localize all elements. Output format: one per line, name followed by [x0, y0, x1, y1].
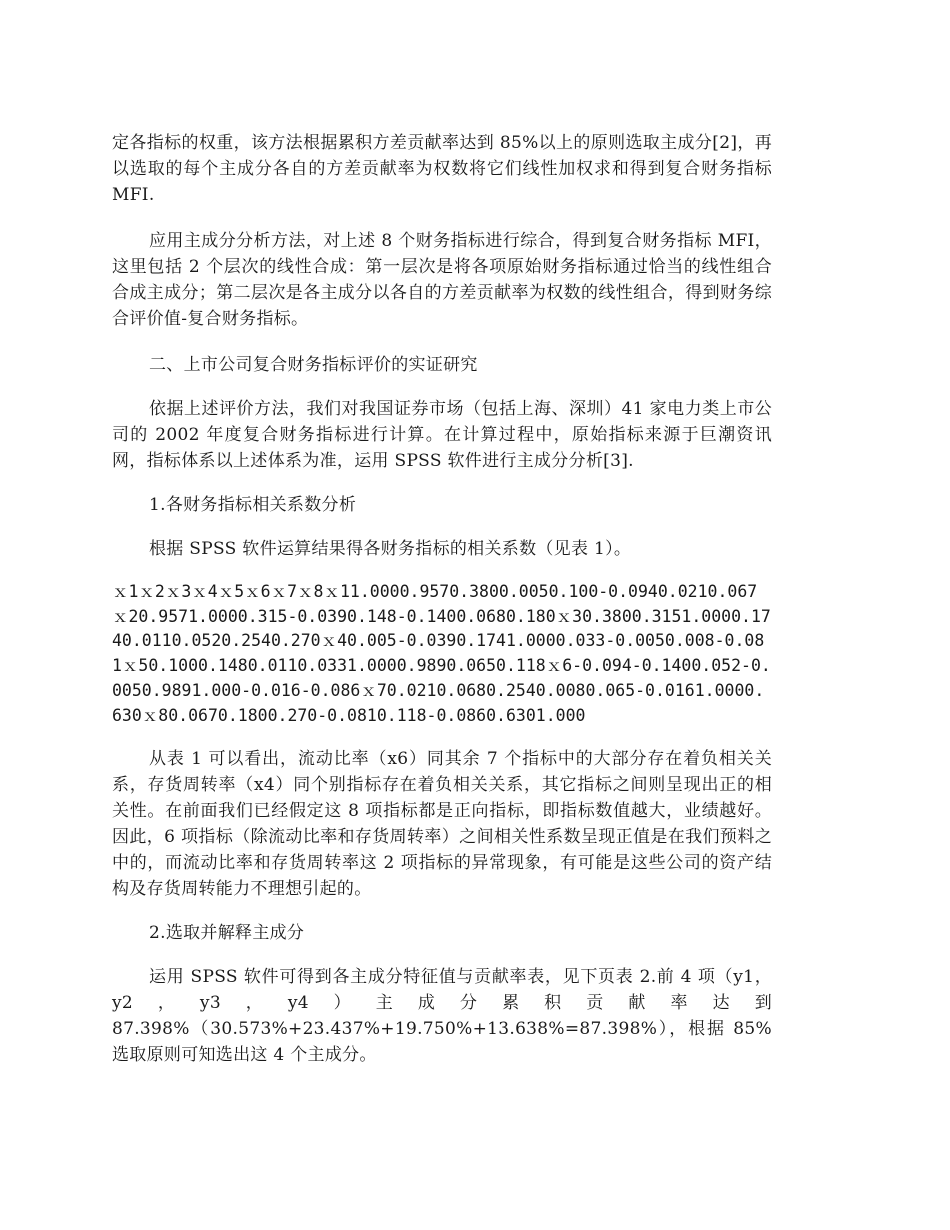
document-page — [112, 130, 772, 1068]
paragraph-table-ref: 根据 SPSS 软件运算结果得各财务指标的相关系数（见表 1）。 — [149, 539, 632, 559]
subheading-principal-components: 2.选取并解释主成分 — [149, 923, 305, 944]
paragraph-data-source: 依据上述评价方法，我们对我国证券市场（包括上海、深圳）41 家电力类上市公司的 2002 年度复合财务指标进行计算。在计算过程中，原始指标来源于巨潮资讯网，指标体系以上述体系为准，运用 SPSS 软件进行主成分分析[3]. — [112, 399, 772, 471]
paragraph-eigenvalues: 运用 SPSS 软件可得到各主成分特征值与贡献率表，见下页表 2.前 4 项（y1，y2，y3，y4）主成分累积贡献率达到 87.398%（30.573%+23.437%+19.750%+13.638%=87.398%），根据 85%选取原则可知选出这 4 个主成分。 — [112, 967, 772, 1066]
section-heading-empirical: 二、上市公司复合财务指标评价的实证研究 — [149, 355, 478, 375]
paragraph-pca-method: 应用主成分分析方法，对上述 8 个财务指标进行综合，得到复合财务指标 MFI，这里包括 2 个层次的线性合成：第一层次是将各项原始财务指标通过恰当的线性组合合成主成分；第二层次是各主成分以各自的方差贡献率为权数的线性组合，得到财务综合评价值-复合财务指标。 — [112, 231, 772, 329]
paragraph-correlation-analysis: 从表 1 可以看出，流动比率（x6）同其余 7 个指标中的大部分存在着负相关关系，存货周转率（x4）同个别指标存在着负相关关系，其它指标之间则呈现出正的相关性。在前面我们已经假定这 8 项指标都是正向指标，即指标数值越大，业绩越好。因此，6 项指标（除流动比率和存货周转率）之间相关性系数呈现正值是在我们预料之中的，而流动比率和存货周转率这 2 项指标的异常现象，有可能是这些公司的资产结构及存货周转能力不理想引起的。 — [112, 749, 772, 900]
subheading-correlation: 1.各财务指标相关系数分析 — [149, 495, 357, 515]
paragraph-weights: 定各指标的权重，该方法根据累积方差贡献率达到 85%以上的原则选取主成分[2]，再以选取的每个主成分各自的方差贡献率为权数将它们线性加权求和得到复合财务指标 MFI. — [112, 133, 772, 205]
correlation-table-text: ｘ1ｘ2ｘ3ｘ4ｘ5ｘ6ｘ7ｘ8ｘ11.0000.9570.3800.0050.100-0.0940.0210.067ｘ20.9571.0000.315-0.0390.148-0.1400.0680.180ｘ30.3800.3151.0000.1740.0110.0520.2540.270ｘ40.005-0.0390.1741.0000.033-0.0050.008-0.081ｘ50.1000.1480.0110.0331.0000.9890.0650.118ｘ6-0.094-0.1400.052-0.0050.9891.000-0.016-0.086ｘ70.0210.0680.2540.0080.065-0.0161.0000.630ｘ80.0670.1800.270-0.0810.118-0.0860.6301.000 — [112, 582, 771, 725]
